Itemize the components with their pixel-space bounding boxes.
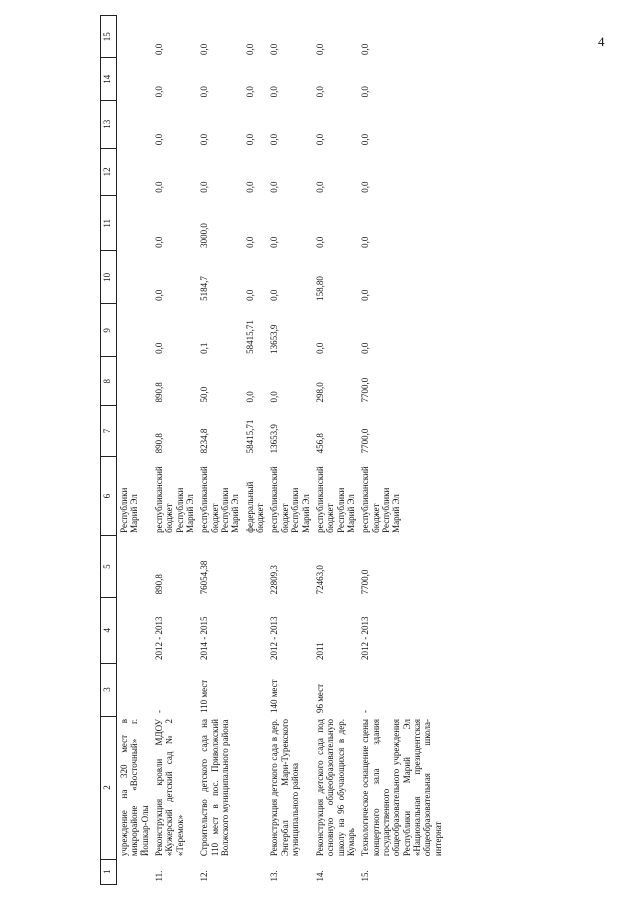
value-cell: 0,0 [154,342,165,354]
empty-cell [243,597,268,663]
estimated-cost: 72463,0 [314,565,325,595]
value-cell: 0,0 [360,43,371,55]
estimated-cost: 22809,3 [269,565,280,595]
value-cell: 0,0 [199,43,210,55]
header-cell: 15 [101,16,117,59]
row-number: 14. [314,870,325,882]
period: 2012 - 2013 [154,616,165,661]
value-cell: 0,0 [199,181,210,193]
capacity: 140 мест [269,679,280,714]
header-cell: 10 [101,251,117,304]
estimated-cost: 76054,38 [199,560,210,595]
empty-cell [243,716,268,859]
estimated-cost: 7700,0 [360,569,371,595]
header-cell: 3 [101,663,117,716]
value-cell: 890,8 [154,433,165,454]
value-cell: 0,0 [154,133,165,146]
rotated-table-sheet [100,15,585,885]
value-cell: 0,0 [314,133,325,146]
row-number: 12. [199,870,210,882]
table-row [243,16,268,885]
value-cell: 0,0 [269,391,280,403]
value-cell: 0,0 [244,236,255,248]
period: 2014 - 2015 [199,616,210,661]
value-cell: 0,0 [314,342,325,354]
value-cell: 0,0 [360,133,371,146]
value-cell: 0,0 [360,86,371,98]
header-cell: 8 [101,357,117,406]
value-cell: 8234,8 [199,428,210,454]
row-number: 15. [360,870,371,882]
estimated-cost: 890,8 [154,574,165,595]
capacity: 96 мест [314,683,325,714]
value-cell: 0,0 [314,181,325,193]
value-cell: 0,0 [269,289,280,301]
object-name: Реконструкция кровли МДОУ «Кужерский детский сад № 2 «Теремок» [154,719,185,857]
capacity: - [154,710,165,714]
capacity: - [360,710,371,714]
value-cell: 0,0 [199,133,210,146]
value-cell: 58415,71 [244,320,255,354]
value-cell: 0,0 [154,181,165,193]
value-cell: 0,0 [269,236,280,248]
value-cell: 5184,7 [199,276,210,301]
table-rotation-frame [100,15,585,885]
value-cell: 13653,9 [269,424,280,454]
empty-cell [243,663,268,716]
page-number: 4 [598,34,605,49]
capacity: 110 мест [199,679,210,714]
header-cell: 13 [101,100,117,148]
object-name: Реконструкция детского сада в дер. Энгербал Мари-Турекского муниципального района [269,719,301,857]
value-cell: 0,0 [154,86,165,98]
header-cell: 5 [101,536,117,597]
funding-source: республиканский бюджет Республики Марий Эл [199,466,241,533]
value-cell: 3000,0 [199,223,210,248]
period: 2011 [314,642,325,661]
header-cell: 9 [101,304,117,357]
table-row [313,16,358,885]
value-cell: 158,80 [314,276,325,301]
value-cell: 0,0 [269,181,280,193]
value-cell: 298,0 [314,382,325,403]
funding-source: республиканский бюджет Республики Марий Эл [154,466,196,533]
value-cell: 7700,0 [360,428,371,454]
value-cell: 0,0 [360,236,371,248]
value-cell: 0,1 [199,342,210,354]
continuation-source: Республики Марий Эл [119,487,140,533]
value-cell: 0,0 [154,289,165,301]
value-cell: 50,0 [199,386,210,403]
value-cell: 0,0 [244,391,255,403]
period: 2012 - 2013 [360,616,371,661]
value-cell: 0,0 [360,342,371,354]
value-cell: 0,0 [199,86,210,98]
value-cell: 0,0 [244,181,255,193]
object-name: Строительство детского сада на 110 мест в пос. Приволжский Волжского муниципального района [199,719,231,857]
funding-table [100,15,445,885]
value-cell: 13653,9 [269,324,280,354]
header-cell: 12 [101,148,117,196]
value-cell: 0,0 [154,43,165,55]
header-cell: 11 [101,196,117,251]
continuation-row [117,16,153,885]
table-row [152,16,197,885]
value-cell: 0,0 [360,289,371,301]
table-row [197,16,242,885]
header-cell: 7 [101,406,117,457]
value-cell: 0,0 [244,86,255,98]
header-cell: 14 [101,58,117,100]
value-cell: 890,8 [154,382,165,403]
empty-cell [243,536,268,597]
value-cell: 0,0 [314,236,325,248]
funding-source: республиканский бюджет Республики Марий Эл [360,466,402,533]
funding-source: федеральный бюджет [244,481,266,533]
object-name: Реконструкция детского сада под основную общеобразовательную школу на 96 обучающихся в дер. Кумарь [314,719,356,857]
period: 2012 - 2013 [269,616,280,661]
funding-source: республиканский бюджет Республики Марий Эл [269,466,311,533]
continuation-name: учреждение на 320 мест в микрорайоне «Восточный» г. Йошкар-Олы [119,719,150,857]
value-cell: 0,0 [314,86,325,98]
value-cell: 456,8 [314,433,325,454]
header-cell: 4 [101,597,117,663]
value-cell: 0,0 [244,133,255,146]
value-cell: 0,0 [314,43,325,55]
value-cell: 0,0 [154,236,165,248]
value-cell: 7700,0 [360,377,371,403]
row-number: 13. [269,870,280,882]
funding-source: республиканский бюджет Республики Марий Эл [314,466,356,533]
header-cell: 2 [101,716,117,859]
object-name: Технологическое оснащение сцены концертного зала здания государственного общеобразовательного учреждения Республики Марий Эл «Национальная президентская общеобразовательная школа-интернат [360,719,443,857]
value-cell: 0,0 [269,86,280,98]
value-cell: 0,0 [244,289,255,301]
header-row [101,16,117,885]
empty-cell [243,859,268,884]
table-row [267,16,312,885]
value-cell: 0,0 [360,181,371,193]
table-row [358,16,445,885]
row-number: 11. [154,870,165,882]
value-cell: 58415,71 [244,419,255,454]
header-cell: 1 [101,859,117,884]
header-cell: 6 [101,456,117,535]
value-cell: 0,0 [244,43,255,55]
value-cell: 0,0 [269,133,280,146]
value-cell: 0,0 [269,43,280,55]
